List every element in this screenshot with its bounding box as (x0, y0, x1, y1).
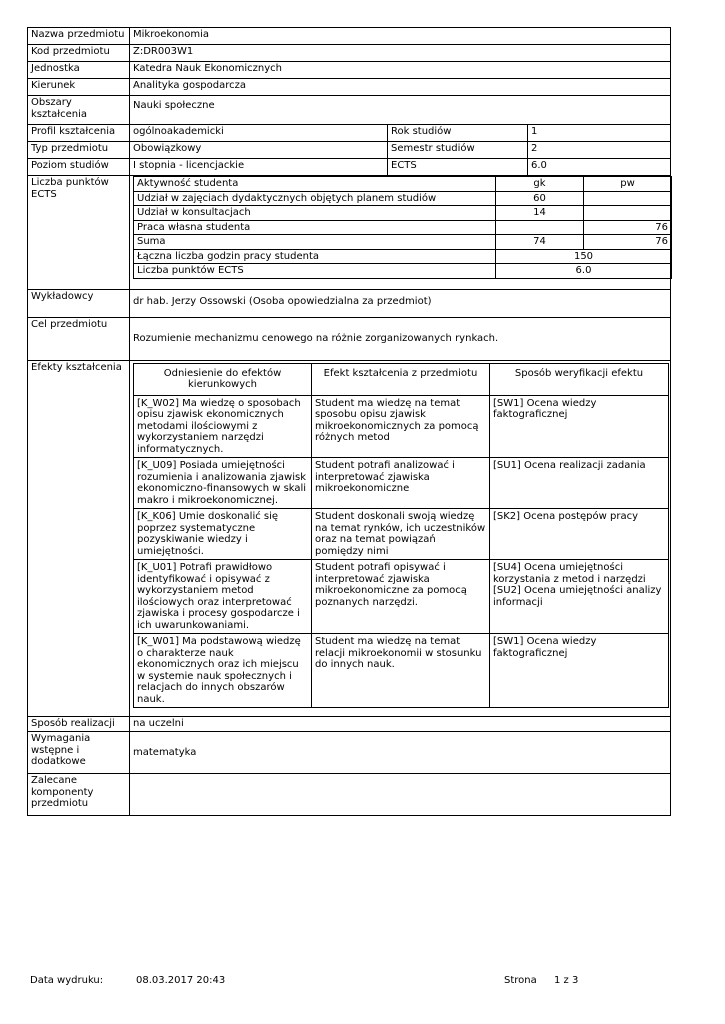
page-label: Strona (504, 975, 537, 986)
ects-block-label: Liczba punktów ECTS (28, 176, 130, 290)
effect-ref: [K_W02] Ma wiedzę o sposobach opisu zjawisk ekonomicznych metodami ilościowymi z wykorzystaniem narzędzi informatycznych. (134, 395, 312, 458)
areas-value: Nauki społeczne (130, 96, 671, 125)
ects-row-pw: 76 (584, 235, 672, 250)
subject-name-label: Nazwa przedmiotu (28, 28, 130, 45)
code-value: Z:DR003W1 (130, 45, 671, 62)
components-label: Zalecane komponenty przedmiotu (28, 774, 130, 816)
table-row (134, 395, 669, 458)
direction-label: Kierunek (28, 79, 130, 96)
effect-text: Student potrafi opisywać i interpretować zjawiska mikroekonomiczne za pomocą poznanych narzędzi. (312, 560, 490, 634)
effect-ref: [K_U01] Potrafi prawidłowo identyfikować i opisywać z wykorzystaniem metod ilościowych oraz interpretować zjawiska i procesy gospodarcze i ich uwarunkowaniami. (134, 560, 312, 634)
goal-value: Rozumienie mechanizmu cenowego na różnie zorganizowanych rynkach. (130, 317, 671, 360)
unit-label: Jednostka (28, 62, 130, 79)
method-value: na uczelni (130, 717, 671, 732)
profile-label: Profil kształcenia (28, 125, 130, 142)
year-label: Rok studiów (388, 125, 528, 142)
lecturers-value: dr hab. Jerzy Ossowski (Osoba opowiedzialna za przedmiot) (130, 289, 671, 317)
effect-verify: [SW1] Ocena wiedzy faktograficznej (490, 395, 669, 458)
effects-table (133, 363, 669, 709)
prereq-value: matematyka (130, 732, 671, 774)
ects-row-name: Udział w zajęciach dydaktycznych objętych planem studiów (134, 191, 496, 206)
ects-row-gk (496, 220, 584, 235)
effect-text: Student potrafi analizować i interpretować zjawiska mikroekonomiczne (312, 458, 490, 509)
effect-text: Student ma wiedzę na temat sposobu opisu zjawisk mikroekonomicznych za pomocą różnych metod (312, 395, 490, 458)
ects-col-activity: Aktywność studenta (134, 177, 496, 192)
ects-points-label: Liczba punktów ECTS (134, 264, 496, 279)
effects-label: Efekty kształcenia (28, 360, 130, 717)
ects-row-pw (584, 206, 672, 221)
print-date-value: 08.03.2017 20:43 (136, 975, 226, 986)
effect-verify: [SU1] Ocena realizacji zadania (490, 458, 669, 509)
syllabus-sheet (27, 27, 670, 816)
method-label: Sposób realizacji (28, 717, 130, 732)
ects-points-value: 6.0 (496, 264, 672, 279)
effects-col-ref: Odniesienie do efektów kierunkowych (134, 363, 312, 395)
ects-row-name: Praca własna studenta (134, 220, 496, 235)
areas-label: Obszary kształcenia (28, 96, 130, 125)
effect-verify: [SK2] Ocena postępów pracy (490, 509, 669, 560)
ects-total-hours-label: Łączna liczba godzin pracy studenta (134, 249, 496, 264)
effect-ref: [K_K06] Umie doskonalić się poprzez systematyczne pozyskiwanie wiedzy i umiejętności. (134, 509, 312, 560)
code-label: Kod przedmiotu (28, 45, 130, 62)
ects-col-gk: gk (496, 177, 584, 192)
effect-ref: [K_U09] Posiada umiejętności rozumienia i analizowania zjawisk ekonomiczno-finansowych w skali makro i mikroekonomicznej. (134, 458, 312, 509)
semester-value: 2 (528, 142, 671, 159)
year-value: 1 (528, 125, 671, 142)
effect-ref: [K_W01] Ma podstawową wiedzę o charakterze nauk ekonomicznych oraz ich miejscu w systemie nauk społecznych i relacjach do innych obszarów nauk. (134, 634, 312, 708)
ects-row-gk: 74 (496, 235, 584, 250)
ects-label: ECTS (388, 159, 528, 176)
syllabus-table (27, 27, 671, 816)
level-value: I stopnia - licencjackie (130, 159, 388, 176)
effects-col-effect: Efekt kształcenia z przedmiotu (312, 363, 490, 395)
ects-total-hours-value: 150 (496, 249, 672, 264)
ects-table (133, 176, 672, 279)
ects-row-name: Suma (134, 235, 496, 250)
effect-verify: [SW1] Ocena wiedzy faktograficznej (490, 634, 669, 708)
unit-value: Katedra Nauk Ekonomicznych (130, 62, 671, 79)
effect-text: Student ma wiedzę na temat relacji mikroekonomii w stosunku do innych nauk. (312, 634, 490, 708)
ects-row-gk: 60 (496, 191, 584, 206)
ects-value: 6.0 (528, 159, 671, 176)
effect-verify: [SU4] Ocena umiejętności korzystania z metod i narzędzi [SU2] Ocena umiejętności analizy informacji (490, 560, 669, 634)
semester-label: Semestr studiów (388, 142, 528, 159)
page-number: 1 z 3 (554, 975, 579, 986)
table-row (134, 560, 669, 634)
ects-col-pw: pw (584, 177, 672, 192)
ects-row-pw (584, 191, 672, 206)
level-label: Poziom studiów (28, 159, 130, 176)
direction-value: Analityka gospodarcza (130, 79, 671, 96)
ects-row-gk: 14 (496, 206, 584, 221)
components-value (130, 774, 671, 816)
ects-row-pw: 76 (584, 220, 672, 235)
type-value: Obowiązkowy (130, 142, 388, 159)
type-label: Typ przedmiotu (28, 142, 130, 159)
profile-value: ogólnoakademicki (130, 125, 388, 142)
effect-text: Student doskonali swoją wiedzę na temat rynków, ich uczestników oraz na temat powiązań pomiędzy nimi (312, 509, 490, 560)
print-date-label: Data wydruku: (30, 975, 104, 986)
effects-col-verify: Sposób weryfikacji efektu (490, 363, 669, 395)
table-row (134, 458, 669, 509)
goal-label: Cel przedmiotu (28, 317, 130, 360)
table-row (134, 509, 669, 560)
subject-name-value: Mikroekonomia (130, 28, 671, 45)
lecturers-label: Wykładowcy (28, 289, 130, 317)
table-row (134, 634, 669, 708)
prereq-label: Wymagania wstępne i dodatkowe (28, 732, 130, 774)
ects-row-name: Udział w konsultacjach (134, 206, 496, 221)
